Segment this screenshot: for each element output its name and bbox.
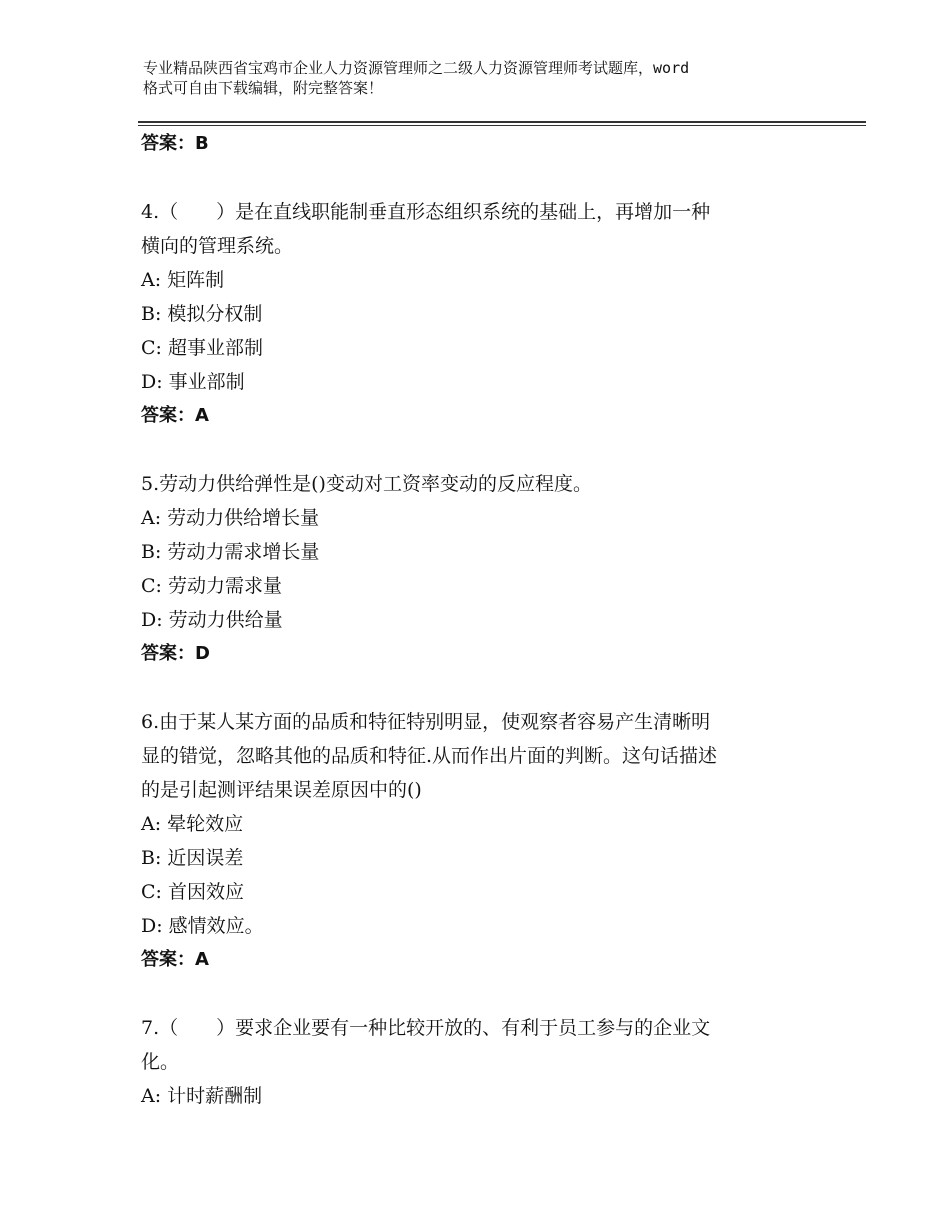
option-d: D: 劳动力供给量 (141, 609, 283, 631)
question-list (141, 127, 841, 1113)
answer-value: D (195, 643, 210, 664)
option-c: C: 超事业部制 (141, 337, 263, 359)
question-5 (141, 467, 841, 671)
question-stem: 5.劳动力供给弹性是()变动对工资率变动的反应程度。 (141, 473, 592, 495)
header-line: 专业精品陕西省宝鸡市企业人力资源管理师之二级人力资源管理师考试题库，word (143, 59, 690, 77)
question-stem: 6.由于某人某方面的品质和特征特别明显，使观察者容易产生清晰明 显的错觉，忽略其他的品质和特征.从而作出片面的判断。这句话描述 的是引起测评结果误差原因中的() (141, 711, 718, 801)
question-stem: 7.（ ）要求企业要有一种比较开放的、有利于员工参与的企业文 化。 (141, 1017, 711, 1073)
option-d: D: 事业部制 (141, 371, 245, 393)
option-a: A: 劳动力供给增长量 (141, 507, 320, 529)
answer-prefix: 答案： (141, 643, 195, 664)
answer-prefix: 答案： (141, 405, 195, 426)
header-line: 格式可自由下载编辑，附完整答案！ (143, 79, 384, 97)
option-b: B: 劳动力需求增长量 (141, 541, 320, 563)
page-header (143, 58, 843, 98)
option-a: A: 晕轮效应 (141, 813, 244, 835)
answer-line (141, 637, 841, 671)
answer-line (141, 399, 841, 433)
answer-value: A (195, 405, 209, 426)
header-rule-thick (138, 121, 866, 123)
option-b: B: 近因误差 (141, 847, 244, 869)
option-a: A: 计时薪酬制 (141, 1085, 263, 1107)
option-c: C: 首因效应 (141, 881, 244, 903)
answer-line (141, 127, 841, 161)
header-rule-thin (138, 125, 866, 126)
option-a: A: 矩阵制 (141, 269, 225, 291)
question-4 (141, 195, 841, 433)
question-stem: 4.（ ）是在直线职能制垂直形态组织系统的基础上，再增加一种 横向的管理系统。 (141, 201, 711, 257)
answer-value: A (195, 949, 209, 970)
answer-prefix: 答案： (141, 949, 195, 970)
answer-prefix: 答案： (141, 133, 195, 154)
question-7 (141, 1011, 841, 1113)
option-b: B: 模拟分权制 (141, 303, 263, 325)
option-d: D: 感情效应。 (141, 915, 264, 937)
answer-line (141, 943, 841, 977)
option-c: C: 劳动力需求量 (141, 575, 282, 597)
answer-value: B (195, 133, 209, 154)
question-6 (141, 705, 841, 977)
